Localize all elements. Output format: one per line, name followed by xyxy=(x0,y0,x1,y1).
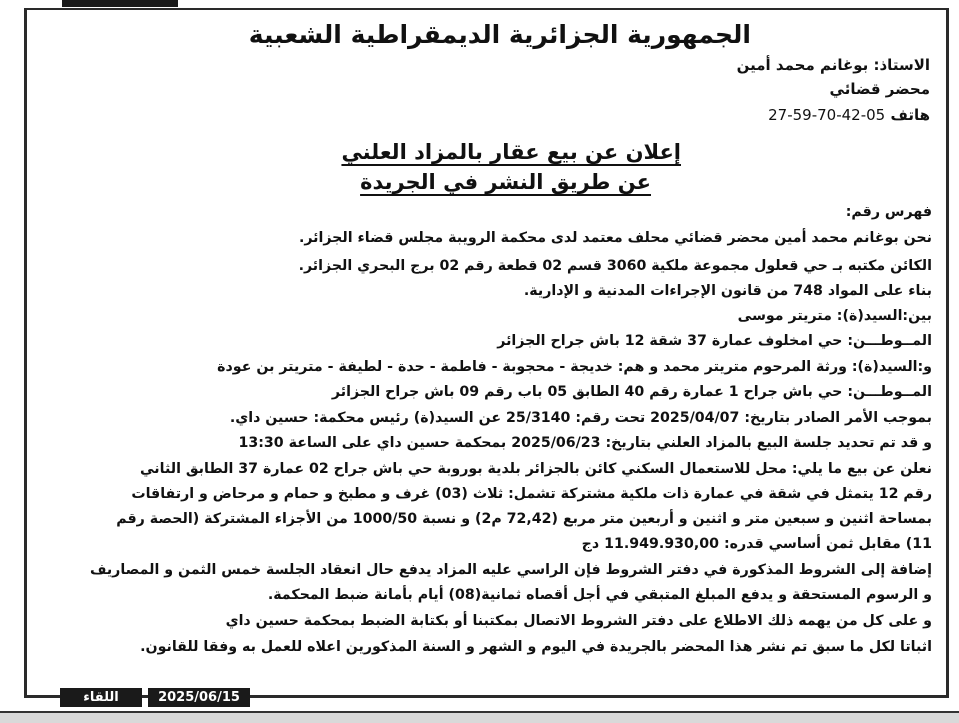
body-line: بناء على المواد 748 من قانون الإجراءات المدنية و الإدارية. xyxy=(523,283,932,299)
body-line: و قد تم تحديد جلسة البيع بالمزاد العلني بتاريخ: 2025/06/23 بمحكمة حسين داي على الساعة 13:30 xyxy=(238,435,932,451)
notice-title-line2: عن طريق النشر في الجريدة xyxy=(360,170,651,194)
body-line: المــوطـــن: حي امخلوف عمارة 37 شقة 12 باش جراح الجزائر xyxy=(497,333,932,349)
bottom-divider xyxy=(0,711,959,723)
phone-label: هاتف xyxy=(890,106,930,124)
publication-date-badge: 2025/06/15 xyxy=(148,688,250,707)
phone-line xyxy=(768,106,930,124)
body-line: إضافة إلى الشروط المذكورة في دفتر الشروط فإن الراسي عليه المزاد يدفع حال انعقاد الجلسة خمس الثمن و المصاريف xyxy=(89,562,932,578)
announcement-frame xyxy=(24,8,949,698)
phone-number: 27-59-70-42-05 xyxy=(768,106,886,124)
body-line: بين:السيد(ة): متريتر موسى xyxy=(737,308,932,324)
newspaper-name-badge: اللقاء xyxy=(60,688,142,707)
lawyer-name: الاستاذ: بوغانم محمد أمين xyxy=(736,56,930,74)
body-line: بموجب الأمر الصادر بتاريخ: 2025/04/07 تحت رقم: 25/3140 عن السيد(ة) رئيس محكمة: حسين داي. xyxy=(229,410,932,426)
body-line: الكائن مكتبه بـ حي قعلول مجموعة ملكية 3060 قسم 02 قطعة رقم 02 برج البحري الجزائر. xyxy=(298,258,932,274)
base-price-line: 11) مقابل ثمن أساسي قدره: 11.949.930,00 دج xyxy=(581,536,932,552)
index-number-label: فهرس رقم: xyxy=(845,204,932,220)
notice-title-line1: إعلان عن بيع عقار بالمزاد العلني xyxy=(341,140,681,164)
body-line: و على كل من يهمه ذلك الاطلاع على دفتر الشروط الاتصال بمكتبنا أو بكتابة الضبط بمحكمة حسين داي xyxy=(225,613,932,629)
body-line: نحن بوغانم محمد أمين محضر قضائي محلف معتمد لدى محكمة الرويبة مجلس قضاء الجزائر. xyxy=(298,230,932,246)
body-line: و الرسوم المستحقة و يدفع المبلغ المتبقي في أجل أقصاه ثمانية(08) أيام بأمانة ضبط المحكمة. xyxy=(267,587,932,603)
profession-label: محضر قضائي xyxy=(829,80,930,98)
body-line: رقم 12 يتمثل في شقة في عمارة ذات ملكية مشتركة تشمل: ثلاث (03) غرف و مطبخ و حمام و مرحاض و ارتفاقات xyxy=(131,486,932,502)
body-line: نعلن عن بيع ما يلي: محل للاستعمال السكني كائن بالجزائر بلدية بوروبة حي باش جراح 02 عمارة 37 الطابق الثاني xyxy=(139,461,932,477)
body-line: المــوطـــن: حي باش جراح 1 عمارة رقم 40 الطابق 05 باب رقم 09 باش جراح الجزائر xyxy=(331,384,932,400)
top-decorative-bar xyxy=(62,0,178,7)
body-line: و:السيد(ة): ورثة المرحوم متريتر محمد و هم: خديجة - محجوبة - فاطمة - حدة - لطيفة - متريتر بن عودة xyxy=(217,359,932,375)
body-line: بمساحة اثنين و سبعين متر و اثنين و أربعين متر مربع (72,42 م2) و نسبة 1000/50 من الأجزاء المشتركة (الحصة رقم xyxy=(116,511,932,527)
republic-title: الجمهورية الجزائرية الديمقراطية الشعبية xyxy=(248,20,751,49)
closing-line: اثباتا لكل ما سبق تم نشر هذا المحضر بالجريدة في اليوم و الشهر و السنة المذكورين اعلاه للعمل به وفقا للقانون. xyxy=(140,639,932,655)
